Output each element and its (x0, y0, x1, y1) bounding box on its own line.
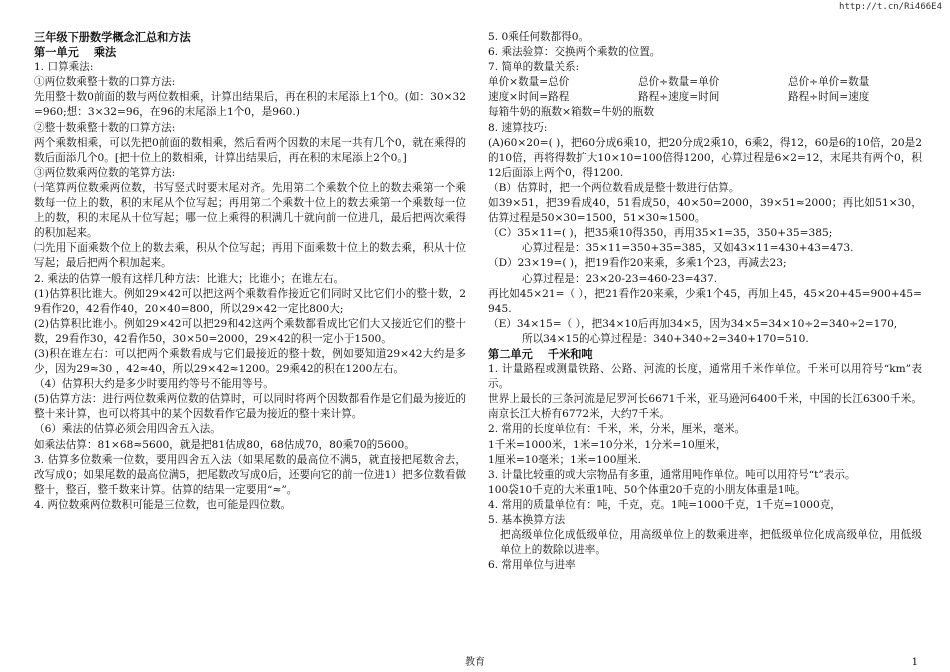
text-line: 1千米=1000米，1米=10分米，1分米=10厘米， (488, 438, 727, 451)
left-column (34, 30, 466, 513)
text-line: ①两位数乘整十数的口算方法: (34, 76, 176, 89)
text-line: 2. 乘法的估算一般有这样几种方法：比谁大；比谁小；在谁左右。 (34, 272, 345, 285)
text-line: (1)估算积比谁大。例如29×42可以把这两个乘数看作接近它们同时又比它们小的整十数，29看作20，42看作40，20×40=800，所以29×42一定比800大; (34, 287, 466, 315)
text-line: 100袋10千克的大米重1吨、50个体重20千克的小朋友体重是1吨。 (488, 483, 806, 496)
text-line: (2)估算积比谁小。例如29×42可以把29和42这两个乘数都看成比它们大又接近它们的整十数，29看作30，42看作50，30×50=2000，29×42的积一定小于1500。 (34, 317, 466, 345)
text-line: 每箱牛奶的瓶数×箱数=牛奶的瓶数 (488, 106, 655, 119)
text-line: 5. 基本换算方法 (488, 514, 566, 526)
text-line: 如39×51，把39看成40，51看成50，40×50=2000，39×51≈2000；再比如51×30，估算过程是50×30=1500，51×30≈1500。 (488, 197, 922, 225)
text-line: 4. 常用的质量单位有：吨，千克，克。1吨=1000千克，1千克=1000克， (488, 498, 841, 511)
relation-cell: 速度×时间=路程 (488, 91, 570, 104)
relation-cell: 路程÷速度=时间 (638, 91, 720, 104)
text-line: 3. 计量比较重的或大宗物品有多重，通常用吨作单位。吨可以用符号“t”表示。 (488, 468, 856, 481)
text-line: 心算过程是：35×11=350+35=385，又如43×11=430+43=473. (522, 242, 854, 255)
text-line: 8. 速算技巧: (488, 121, 548, 134)
right-column (488, 30, 922, 573)
text-line: 3. 估算多位数乘一位数，要用四舍五入法（如果尾数的最高位不满5，就直接把尾数舍去，改写成0；如果尾数的最高位满5，把尾数改写成0后，还要向它的前一位进1）把多位数看做整十，整百，整千数来计算。估算的结果一定要用“≈”。 (34, 453, 466, 496)
relation-cell: 总价÷单价=数量 (788, 76, 870, 89)
page-number: 1 (911, 657, 918, 668)
relation-cell: 总价÷数量=单价 (638, 76, 720, 89)
text-line: ②整十数乘整十数的口算方法: (34, 121, 176, 134)
text-line: (3)积在谁左右：可以把两个乘数看成与它们最接近的整十数，例如要知道29×42大约是多少，因为29≈30 ，42≈40，所以29×42≈1200。29乘42的积在1200左右。 (34, 347, 466, 376)
text-line: 把高级单位化成低级单位，用高级单位上的数乘进率，把低级单位化成高级单位，用低级单位上的数除以进率。 (500, 529, 922, 557)
text-line: （D）23×19=( )，把19看作20来乘，多乘1个23，再减去23; (488, 257, 787, 270)
relation-row (488, 90, 922, 105)
text-line: 6. 常用单位与进率 (488, 559, 576, 572)
source-url: http://t.cn/Ri466E4 (839, 2, 942, 12)
text-line: ③两位数乘两位数的笔算方法: (34, 166, 176, 179)
footer-label: 教育 (465, 657, 485, 668)
text-line: （E）34×15=（ ），把34×10后再加34×5，因为34×5=34×10÷2=340÷2=170, (488, 317, 898, 330)
text-line: （6）乘法的估算必须会用四舍五入法。 (34, 423, 221, 436)
text-line: 4. 两位数乘两位数积可能是三位数，也可能是四位数。 (34, 498, 292, 511)
text-line: （B）估算时，把一个两位数看成是整十数进行估算。 (488, 181, 740, 194)
relation-cell: 单价×数量=总价 (488, 76, 570, 89)
relation-row (488, 75, 922, 90)
text-line: 2. 常用的长度单位有：千米，米，分米，厘米，毫米。 (488, 423, 746, 436)
text-line: 如乘法估算：81×68≈5600，就是把81估成80，68估成70，80乘70的5600。 (34, 438, 415, 451)
text-line: 两个乘数相乘，可以先把0前面的数相乘，然后看两个因数的末尾一共有几个0，就在乘得的数后面添几个0。[把十位上的数相乘，计算出结果后，再在积的末尾添上2个0。] (34, 136, 466, 164)
text-line: 先用整十数0前面的数与两位数相乘，计算出结果后，再在积的末尾添上1个0。(如：30×32=960;想：3×32=96，在96的末尾添上1个0，是960.) (34, 91, 466, 119)
text-line: ㈠笔算两位数乘两位数，书写竖式时要末尾对齐。先用第二个乘数个位上的数去乘第一个乘数每一位上的数，积的末尾从个位写起；再用第二个乘数十位上的数去乘第一个乘数每一位上的数，积的末尾从十位写起；哪一位上乘得的积满几十就向前一位进几，最后把两次乘得的积加起来。 (34, 181, 466, 240)
text-line: 7. 简单的数量关系: (488, 61, 580, 74)
text-line: (5)估算方法：进行两位数乘两位数的估算时，可以同时将两个因数都看作是它们最为接近的整十来计算，也可以将其中的某个因数看作它最为接近的整十来计算。 (34, 393, 466, 421)
relation-cell: 路程÷时间=速度 (788, 91, 870, 104)
text-line: (A)60×20=( )，把60分成6乘10，把20分成2乘10，6乘2，得12，60是6的10倍，20是2的10倍，再将得数扩大10×10=100倍得1200，心算过程是6×2=12，末尾共有两个0，积12后面添上两个0，得1200. (488, 136, 922, 179)
section-heading: 三年级下册数学概念汇总和方法 (34, 31, 191, 44)
text-line: 1. 计量路程或测量铁路、公路、河流的长度，通常用千米作单位。千米可以用符号“km”表示。 (488, 363, 922, 391)
text-line: 再比如45×21=（ ），把21看作20来乘，少乘1个45，再加上45，45×20+45=900+45=945. (488, 287, 922, 315)
text-line: 5. 0乘任何数都得0。 (488, 31, 590, 43)
text-line: 1. 口算乘法: (34, 61, 94, 74)
text-line: ㈡先用下面乘数个位上的数去乘，积从个位写起；再用下面乘数十位上的数去乘，积从十位写起；最后把两个积加起来。 (34, 242, 466, 270)
section-heading: 第二单元 千米和吨 (488, 347, 593, 361)
text-line: （C）35×11=( )，把35乘10得350，再用35×1=35，350+35=385; (488, 227, 833, 240)
text-line: （4）估算积大约是多少时要用约等号不能用等号。 (34, 378, 274, 391)
text-line: 6. 乘法验算：交换两个乘数的位置。 (488, 46, 661, 59)
text-line: 心算过程是：23×20-23=460-23=437. (522, 272, 718, 285)
text-line: 所以34×15的心算过程是：340+340÷2=340+170=510. (522, 332, 809, 345)
text-line: 世界上最长的三条河流是尼罗河长6671千米，亚马逊河6400千米，中国的长江6300千米。南京长江大桥有6772米，大约7千米。 (488, 393, 922, 421)
section-heading: 第一单元 乘法 (34, 46, 117, 60)
text-line: 1厘米=10毫米；1米=100厘米. (488, 453, 642, 466)
